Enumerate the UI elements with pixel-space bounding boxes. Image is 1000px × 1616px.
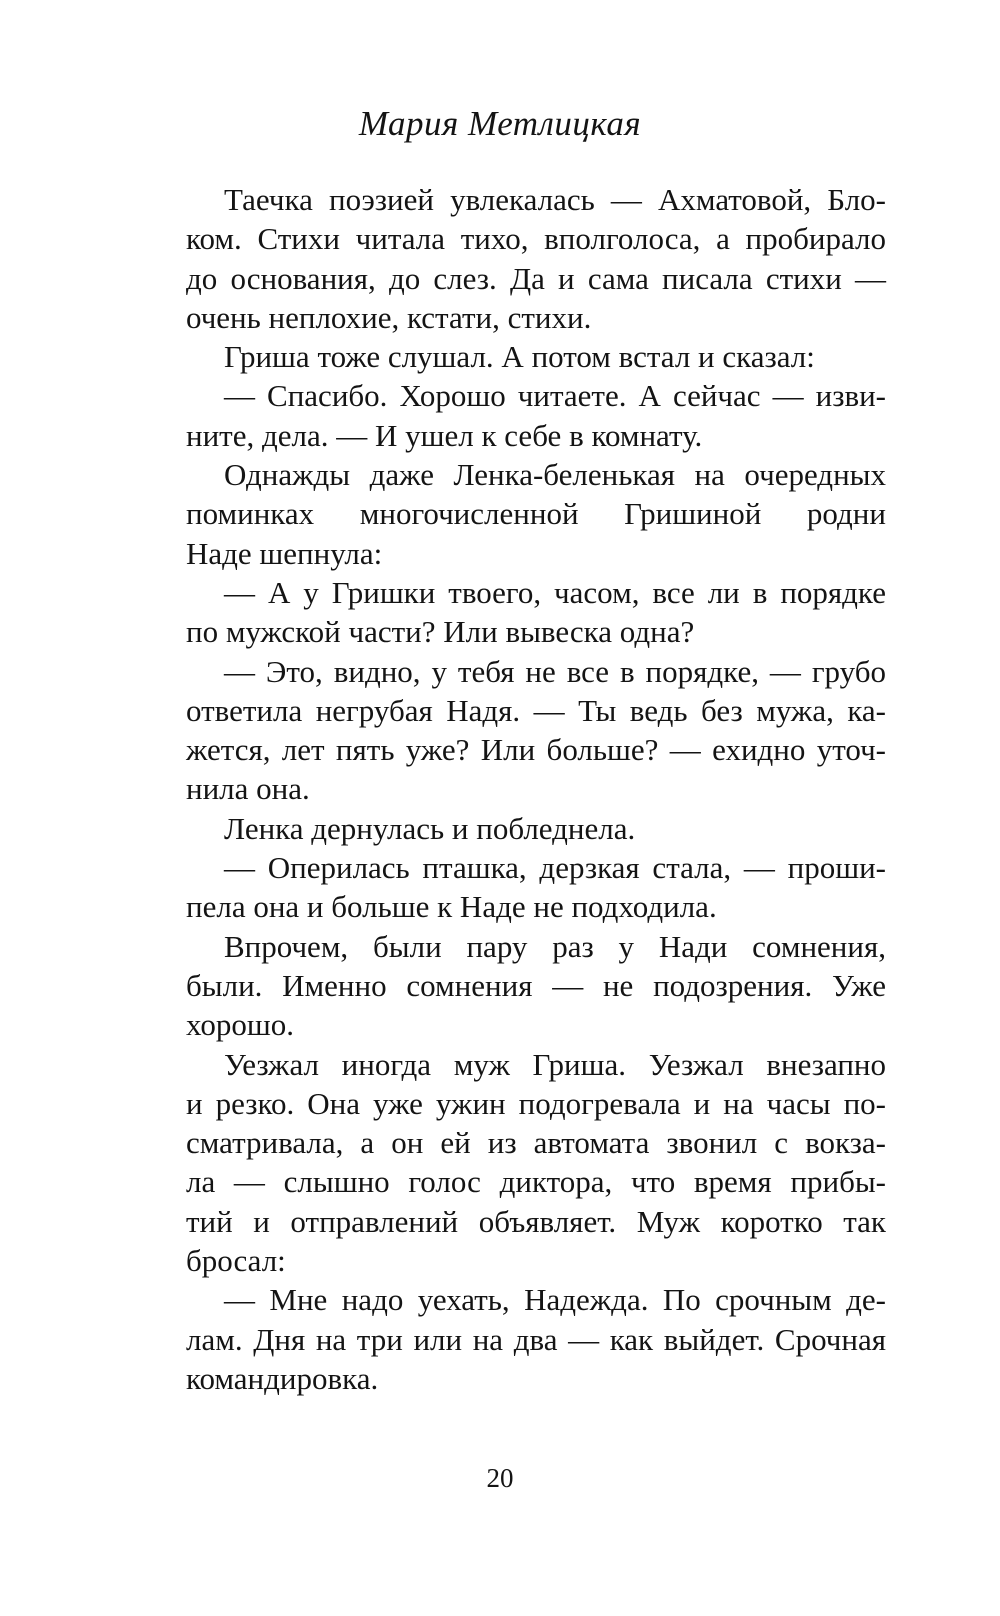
- text-line: тий и отправлений объявляет. Муж коротко так: [186, 1203, 886, 1239]
- text-line: — Мне надо уехать, Надежда. По срочным де-: [224, 1282, 886, 1318]
- text-line: ла — слышно голос диктора, что время прибы-: [186, 1164, 886, 1200]
- text-line: Уезжал иногда муж Гриша. Уезжал внезапно: [224, 1046, 886, 1082]
- text-line: бросал:: [186, 1243, 286, 1279]
- text-line: по мужской части? Или вывеска одна?: [186, 614, 695, 650]
- text-line: Наде шепнула:: [186, 535, 383, 571]
- text-line: лам. Дня на три или на два — как выйдет. Срочная: [186, 1321, 886, 1357]
- text-line: хорошо.: [186, 1007, 294, 1043]
- text-line: Таечка поэзией увлекалась — Ахматовой, Бло-: [224, 182, 886, 217]
- text-line: и резко. Она уже ужин подогревала и на часы по-: [186, 1085, 886, 1121]
- text-line: Ленка дернулась и побледнела.: [224, 810, 636, 846]
- body-text: [186, 180, 886, 1398]
- text-line: — Спасибо. Хорошо читаете. А сейчас — изви-: [224, 378, 886, 414]
- page-number: 20: [486, 1463, 514, 1493]
- text-line: командировка.: [186, 1360, 379, 1396]
- text-line: — Это, видно, у тебя не все в порядке, — грубо: [224, 653, 886, 689]
- text-line: сматривала, а он ей из автомата звонил с вокза-: [186, 1125, 886, 1161]
- text-line: ком. Стихи читала тихо, вполголоса, а пробирало: [186, 221, 886, 257]
- text-line: Гриша тоже слушал. А потом встал и сказал:: [224, 339, 815, 375]
- text-line: ответила негрубая Надя. — Ты ведь без мужа, ка-: [186, 692, 886, 728]
- text-line: ните, дела. — И ушел к себе в комнату.: [186, 417, 703, 453]
- text-line: нила она.: [186, 771, 310, 807]
- text-line: были. Именно сомнения — не подозрения. Уже: [186, 967, 886, 1003]
- text-line: Впрочем, были пару раз у Нади сомнения,: [224, 928, 886, 964]
- text-line: — А у Гришки твоего, часом, все ли в порядке: [224, 574, 886, 610]
- text-line: очень неплохие, кстати, стихи.: [186, 299, 592, 335]
- text-line: поминках многочисленной Гришиной родни: [186, 496, 886, 532]
- text-line: пела она и больше к Наде не подходила.: [186, 889, 717, 925]
- running-head: Мария Метлицкая: [358, 104, 642, 143]
- text-line: жется, лет пять уже? Или больше? — ехидно уточ-: [186, 732, 886, 768]
- text-line: — Оперилась пташка, дерзкая стала, — проши-: [224, 850, 886, 886]
- text-line: до основания, до слез. Да и сама писала стихи —: [186, 260, 886, 296]
- text-line: Однажды даже Ленка-беленькая на очередных: [224, 457, 886, 493]
